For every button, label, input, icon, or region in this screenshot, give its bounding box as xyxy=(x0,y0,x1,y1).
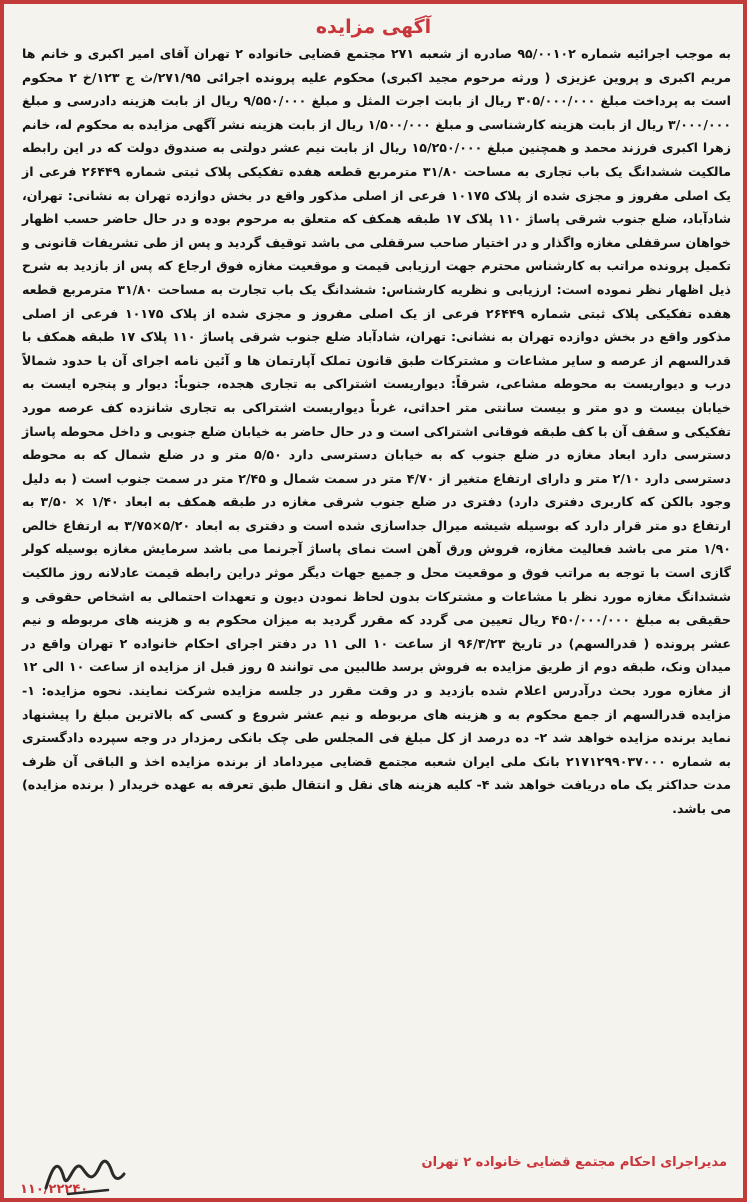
notice-body: به موجب اجرائیه شماره ۹۵/۰۰۱۰۲ صادره از شعبه ۲۷۱ مجتمع قضایی خانواده ۲ تهران آقای امیر اکبری و خانم ها مریم اکبری و پروین عزیزی ( ورثه مرحوم مجید اکبری) محکوم علیه پرونده اجرائی ۲۷۱/۹۵/ث ج ۱۲۳/خ ۲ محکوم است به پرداخت مبلغ ۳۰۵/۰۰۰/۰۰۰ ریال از بابت اجرت المثل و مبلغ ۹/۵۵۰/۰۰۰ ریال از بابت هزینه دادرسی و مبلغ ۳/۰۰۰/۰۰۰ ریال از بابت هزینه کارشناسی و مبلغ ۱/۵۰۰/۰۰۰ ریال از بابت هزینه نشر آگهی مزایده به محکوم له، خانم زهرا اکبری فرزند محمد و همچنین مبلغ ۱۵/۲۵۰/۰۰۰ ریال از بابت نیم عشر دولتی به صندوق دولت که در این رابطه مالکیت ششدانگ یک باب تجاری به مساحت ۳۱/۸۰ مترمربع قطعه هفده تفکیکی پلاک ثبتی شماره ۲۶۴۴۹ فرعی از یک اصلی مفروز و مجزی شده از پلاک ۱۰۱۷۵ فرعی از اصلی مذکور واقع در بخش دوازده تهران به نشانی: تهران، شادآباد، ضلع جنوب شرقی پاساژ ۱۱۰ پلاک ۱۷ طبقه همکف که متعلق به مرحوم بوده و در حال حاضر حسب اظهار خواهان سرقفلی مغازه واگذار و در اختیار صاحب سرقفلی می باشد توقیف گردید و پس از طی تشریفات قانونی و تکمیل پرونده مراتب به کارشناس محترم جهت ارزیابی قیمت و موقعیت مغازه فوق ارجاع که پس از بازدید به شرح ذیل اظهار نظر نموده است: ارزیابی و نظریه کارشناس: ششدانگ یک باب تجارت به مساحت ۳۱/۸۰ مترمربع قطعه هفده تفکیکی پلاک ثبتی شماره ۲۶۴۴۹ فرعی از یک اصلی مفروز و مجزی شده از پلاک ۱۰۱۷۵ فرعی از اصلی مذکور واقع در بخش دوازده تهران به نشانی: تهران، شادآباد ضلع جنوب شرقی پاساژ ۱۱۰ پلاک ۱۷ طبقه همکف با قدرالسهم از عرصه و سایر مشاعات و مشترکات طبق قانون تملک آپارتمان ها و آئین نامه اجرای آن با حدود شمالاً درب و دیواریست به محوطه مشاعی، شرقاً: دیواریست اشتراکی به تجاری هجده، جنوباً: دیوار و پنجره ایست به خیابان بیست و دو متر و بیست سانتی متر احداثی، غرباً دیواریست اشتراکی به تجاری شانزده کف عرصه مورد تفکیکی و سقف آن با کف طبقه فوقانی اشتراکی است و در حال حاضر به خیابان ضلع جنوبی و داخل محوطه پاساژ دسترسی دارد ابعاد مغازه در ضلع جنوب که به خیابان دسترسی دارد ۵/۵۰ متر و در ضلع شمال که به محوطه دسترسی دارد ۲/۱۰ متر و دارای ارتفاع متغیر از ۴/۷۰ متر در سمت شمال و ۲/۴۵ متر در سمت جنوب است ( به دلیل وجود بالکن که کاربری دفتری دارد) دفتری در ضلع جنوب شرقی مغازه در طبقه همکف به ابعاد ۱/۴۰ × ۳/۵۰ به ارتفاع دو متر قرار دارد که بوسیله شیشه میرال جداسازی شده است و دفتری به ابعاد ۵/۲۰×۳/۷۵ به ارتفاع خالص ۱/۹۰ متر می باشد فعالیت مغازه، فروش ورق آهن است نمای پاساژ آجرنما می باشد سرمایش مغازه بوسیله کولر گازی است با توجه به مراتب فوق و موقعیت محل و جمیع جهات دیگر موثر دراین رابطه قیمت عادلانه روز مالکیت ششدانگ مغازه مورد نظر با مشاعات و مشترکات بدون لحاظ نمودن دیون و تعهدات احتمالی به اشخاص حقوقی و حقیقی به مبلغ ۴۵۰/۰۰۰/۰۰۰ ریال تعیین می گردد که مقرر گردید به میزان محکوم به و هزینه های مربوطه و نیم عشر پرونده ( قدرالسهم) در تاریخ ۹۶/۳/۲۳ از ساعت ۱۰ الی ۱۱ در دفتر اجرای احکام خانواده ۲ تهران واقع در میدان ونک، طبقه دوم از طریق مزایده به فروش برسد طالبین می توانند ۵ روز قبل از مزایده از ساعت ۱۰ الی ۱۲ از مغازه مورد بحث درآدرس اعلام شده بازدید و در وقت مقرر در جلسه مزایده شرکت نمایند. نحوه مزایده: ۱- مزایده قدرالسهم از جمع محکوم به و هزینه های مربوطه و نیم عشر شروع و کسی که بالاترین مبلغ را پیشنهاد نماید برنده مزایده خواهد شد ۲- ده درصد از کل مبلغ فی المجلس طی چک بانکی رمزدار در وجه سپرده دادگستری به شماره ۲۱۷۱۲۹۹۰۳۷۰۰۰ بانک ملی ایران شعبه مجتمع قضایی میرداماد از برنده مزایده اخذ و الباقی آن ظرف مدت حداکثر یک ماه دریافت خواهد شد ۴- کلیه هزینه های نقل و انتقال طبق تعرفه به عهده خریدار ( برنده مزایده) می باشد. xyxy=(22,46,732,816)
handwritten-signature-icon xyxy=(38,1138,128,1200)
notice-reference-number: ۱۱۰/۲۲۲۴۰ xyxy=(20,1182,89,1197)
notice-signatory: مدیراجرای احکام مجتمع قضایی خانواده ۲ تهران xyxy=(421,1155,727,1170)
notice-title: آگهی مزایده xyxy=(315,16,432,38)
